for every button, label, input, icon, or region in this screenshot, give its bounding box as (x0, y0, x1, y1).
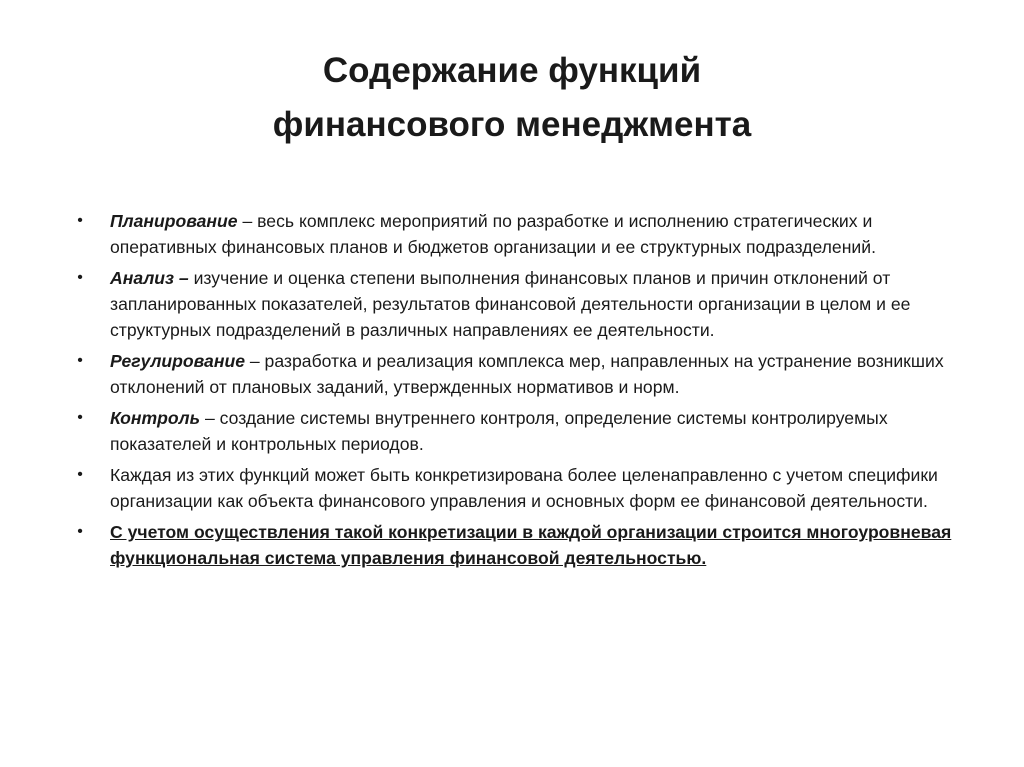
slide-title (0, 44, 1024, 152)
term-analysis: Анализ – (110, 268, 189, 288)
list-item-control (72, 405, 952, 457)
term-control: Контроль (110, 408, 201, 428)
text-analysis: изучение и оценка степени выполнения финансовых планов и причин отклонений от запланированных показателей, результатов финансовой деятельности организации в целом и ее структурных подразделений в различных направлениях ее деятельности. (110, 268, 911, 340)
bullet-dot-icon: • (77, 352, 83, 369)
text-conclusion: С учетом осуществления такой конкретизации в каждой организации строится многоуровневая функциональная система управления финансовой деятельностью. (110, 522, 952, 568)
list-item-regulation (72, 348, 952, 400)
title-line-2: финансового менеджмента (272, 105, 752, 144)
bullet-dot-icon: • (77, 409, 83, 426)
list-item-specification (72, 462, 952, 514)
text-control: – создание системы внутреннего контроля, определение системы контролируемых показателей и контрольных периодов. (110, 408, 888, 454)
function-list (72, 208, 952, 576)
bullet-dot-icon: • (77, 212, 83, 229)
list-item-planning (72, 208, 952, 260)
text-regulation: – разработка и реализация комплекса мер, направленных на устранение возникших отклонений от плановых заданий, утвержденных нормативов и норм. (110, 351, 944, 397)
bullet-dot-icon: • (77, 523, 83, 540)
term-planning: Планирование (110, 211, 238, 231)
text-specification: Каждая из этих функций может быть конкретизирована более целенаправленно с учетом специфики организации как объекта финансового управления и основных форм ее финансовой деятельности. (110, 465, 938, 511)
text-planning: – весь комплекс мероприятий по разработке и исполнению стратегических и оперативных финансовых планов и бюджетов организации и ее структурных подразделений. (110, 211, 876, 257)
bullet-dot-icon: • (77, 269, 83, 286)
bullet-dot-icon: • (77, 466, 83, 483)
term-regulation: Регулирование (110, 351, 245, 371)
list-item-analysis (72, 265, 952, 343)
list-item-conclusion (72, 519, 952, 571)
title-line-1: Содержание функций (322, 51, 702, 90)
